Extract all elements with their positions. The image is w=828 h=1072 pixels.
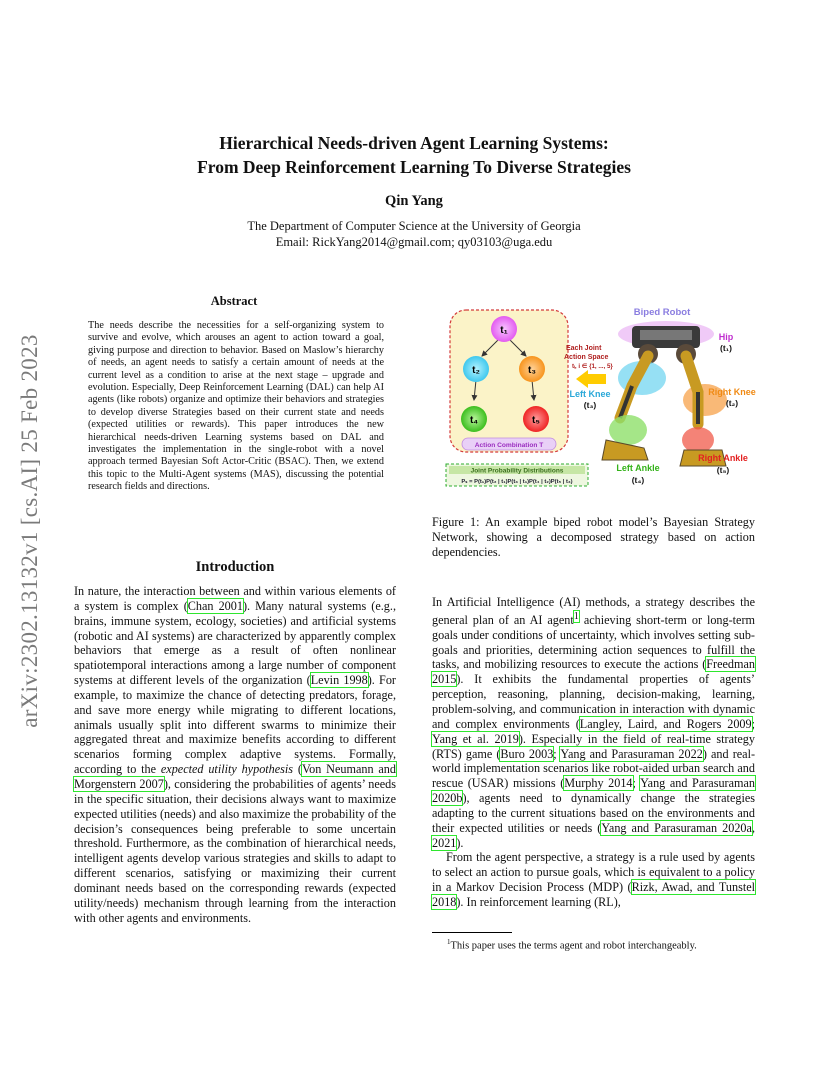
biped-robot-illustration	[569, 307, 755, 485]
figure-caption: Figure 1: An example biped robot model’s Bayesian Strategy Network, showing a decomposed strategy based on action dependencies.	[432, 515, 755, 559]
footnote-text: This paper uses the terms agent and robot interchangeably.	[450, 940, 697, 952]
bayesian-network-panel	[450, 310, 568, 452]
author-name: Qin Yang	[385, 193, 443, 209]
footnote-rule	[432, 932, 512, 933]
abstract-heading: Abstract	[210, 294, 258, 308]
citation-yang-parasuraman-2022[interactable]: Yang and Parasuraman 2022	[560, 746, 703, 761]
right-column	[432, 595, 755, 910]
footnote	[447, 938, 697, 952]
abstract-text: The needs describe the necessities for a self-organizing system to survive and evolve, which arouses an agent to action toward a goal, giving purpose and direction to behavior. Based on Maslow’s hierarchy of needs, an agent needs to satisfy a certain amount of needs at the current level as a condition to arise at the next stage – upgrade and evolution. Especially, Deep Reinforcement Learning (DAL) can help AI agents (like robots) organize and optimize their behaviors and strategies to develop diverse Strategies based on their current state and needs (expected utilities or rewards). This paper introduces the new hierarchical needs-driven Learning systems based on DAL and investigates the implementation in the single-robot with a novel approach termed Bayesian Soft Actor-Critic (BSAC). Then, we extend this topic to the Multi-Agent systems (MAS), discussing the potential research fields and directions.	[88, 320, 384, 493]
action-combination-label: Action Combination T	[474, 442, 544, 449]
joint-probability-box	[446, 464, 588, 486]
svg-text:tᵢ, i ∈ {1, ..., 5}: tᵢ, i ∈ {1, ..., 5}	[572, 363, 613, 370]
svg-text:t₄: t₄	[469, 415, 479, 426]
figure-1	[436, 300, 758, 498]
svg-text:t₅: t₅	[532, 415, 540, 426]
footnote-number: 1	[447, 938, 451, 946]
introduction-heading: Introduction	[195, 559, 275, 575]
svg-text:(t₁): (t₁)	[719, 343, 733, 353]
introduction-paragraph: In nature, the interaction between and within various elements of a system is complex (Chan 2001). Many natural systems (e.g., brains, immune system, ecology, societies) and artificial systems (robotic and AI systems) are characterized by apparently complex behaviors that emerge as a result of often nonlinear spatiotemporal interactions among a large number of component systems at different levels of the organization (Levin 1998). For example, to maximize the chance of detecting predators, forage, and save more energy while migrating to different locations, animals usually split into different swarms to minimize their aggregated threat and maximize benefits according to different scenarios forming complex adaptive systems. Formally, according to the expected utility hypothesis (Von Neumann and Morgenstern 2007), considering the probabilities of agents’ needs in the specific situation, their decisions always want to maximize expected utilities (needs) and also maximize the probability of the decision’s consequences being preferable to some uncertain threshold. Furthermore, as the combination of hierarchical needs, intelligent agents develop various strategies and skills to adapt to different scenarios, satisfying or maximizing their current dominant needs based on the corresponding rewards (expected utility/needs) mechanism through learning from the interaction with other agents and environments.	[74, 584, 396, 925]
svg-text:t₁: t₁	[500, 325, 508, 336]
arrow-left-icon	[576, 370, 606, 388]
right-paragraph-2: From the agent perspective, a strategy is a rule used by agents to select an action to pursue goals, which is equivalent to a policy in a Markov Decision Process (MDP) (Rizk, Awad, and Tunstel 2018). In reinforcement learning (RL),	[432, 850, 756, 909]
citation-levin[interactable]: Levin 1998	[310, 673, 368, 688]
introduction-column	[74, 584, 396, 925]
svg-text:(t₄): (t₄)	[631, 475, 645, 485]
emphasis-text: expected utility hypothesis	[160, 762, 294, 777]
title-line-2: From Deep Reinforcement Learning To Diverse Strategies	[197, 157, 631, 177]
citation-yang-2019[interactable]: Yang et al. 2019	[432, 731, 519, 746]
title-line-1: Hierarchical Needs-driven Agent Learning Systems:	[219, 133, 609, 153]
arxiv-id: arXiv:2302.13132v1 [cs.AI] 25 Feb 2023	[17, 334, 42, 728]
citation-yang-parasuraman-2020b[interactable]: Yang and Parasuraman 2020b	[432, 776, 755, 806]
joint-probability-formula: Pₛ = P(t₁)P(t₂ | t₁)P(t₃ | t₁)P(t₄ | t₂)P(t₅ | t₃)	[461, 479, 573, 485]
citation-murphy[interactable]: Murphy 2014	[564, 776, 633, 791]
email: Email: RickYang2014@gmail.com; qy03103@uga.edu	[275, 235, 553, 249]
right-ankle-label: Right Ankle	[698, 453, 748, 463]
left-ankle-label: Left Ankle	[616, 463, 660, 473]
left-knee-label: Left Knee	[569, 389, 611, 399]
citation-chan[interactable]: Chan 2001	[187, 598, 243, 613]
citation-langley[interactable]: Langley, Laird, and Rogers 2009	[579, 716, 752, 731]
citation-freedman[interactable]: Freedman 2015	[432, 657, 755, 687]
robot-label: Biped Robot	[633, 307, 691, 318]
figure-1-graphic	[436, 300, 758, 498]
citation-buro[interactable]: Buro 2003	[500, 746, 554, 761]
svg-text:Each Joint: Each Joint	[566, 345, 602, 352]
affiliation-block	[0, 218, 828, 250]
svg-text:(t₂): (t₂)	[725, 398, 739, 408]
arxiv-stamp	[12, 296, 48, 766]
right-paragraph-1: In Artificial Intelligence (AI) methods, a strategy describes the general plan of an AI agent$^1$ achieving short-term or long-term goals under conditions of uncertainty, which involves setting sub-goals and priorities, determining action sequences to fulfill the tasks, and mobilizing resources to execute the actions (Freedman 2015). It exhibits the fundamental properties of agents’ perception, reasoning, planning, decision-making, learning, problem-solving, and communication in interaction with dynamic and complex environments (Langley, Laird, and Rogers 2009; Yang et al. 2019). Especially in the field of real-time strategy (RTS) game (Buro 2003; Yang and Parasuraman 2022) and real-world implementation scenarios like robot-aided urban search and rescue (USAR) missions (Murphy 2014; Yang and Parasuraman 2020b), agents need to dynamically change the strategies adapting to the current situations based on the environments and their expected utilities or needs (Yang and Parasuraman 2020a, 2021).	[432, 595, 756, 850]
hip-label: Hip	[718, 332, 734, 342]
svg-text:(t₅): (t₅)	[716, 465, 730, 475]
footnote-marker[interactable]: 1	[573, 610, 579, 622]
citation-von-neumann[interactable]: Von Neumann and Morgenstern 2007	[74, 762, 396, 791]
svg-text:t₃: t₃	[528, 365, 536, 376]
right-knee-label: Right Knee	[708, 387, 756, 397]
action-space-annotation	[564, 345, 613, 388]
citation-rizk[interactable]: Rizk, Awad, and Tunstel 2018	[432, 880, 756, 909]
citation-2021[interactable]: 2021	[432, 835, 457, 850]
joint-probability-label: Joint Probability Distributions	[470, 467, 564, 475]
svg-text:t₂: t₂	[472, 365, 480, 376]
paper-title	[0, 131, 828, 179]
affiliation: The Department of Computer Science at the University of Georgia	[247, 219, 581, 233]
svg-text:Action Space: Action Space	[564, 354, 609, 361]
svg-text:(t₃): (t₃)	[583, 400, 597, 410]
citation-yang-parasuraman-2020a[interactable]: Yang and Parasuraman 2020a	[601, 820, 752, 835]
